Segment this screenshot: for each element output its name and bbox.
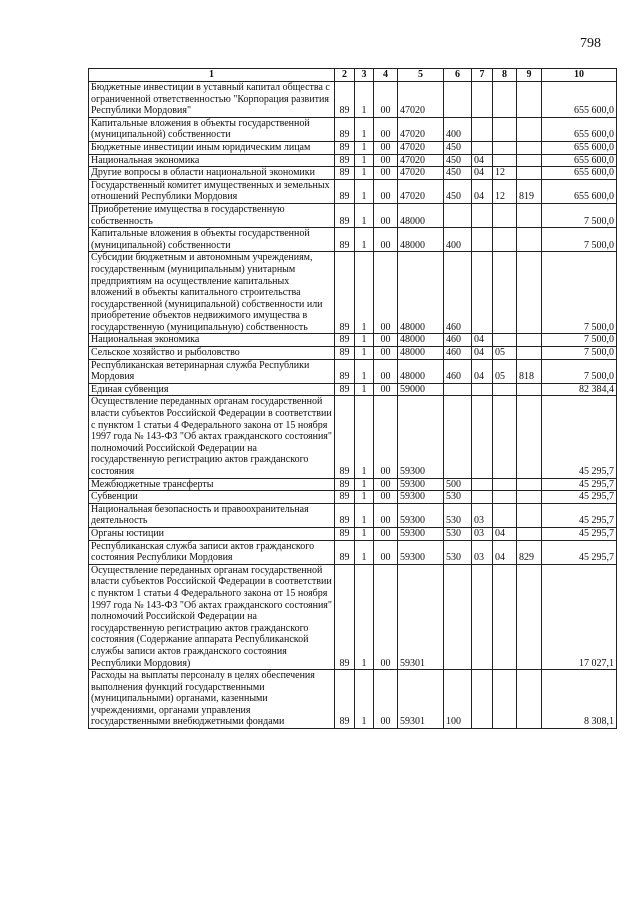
cell-section bbox=[472, 203, 493, 227]
cell-target-article: 59300 bbox=[398, 396, 444, 478]
table-row bbox=[89, 491, 617, 504]
cell-expense-type: 100 bbox=[444, 670, 472, 729]
cell-section: 04 bbox=[472, 334, 493, 347]
cell-code-col-4: 00 bbox=[374, 179, 398, 203]
cell-amount: 45 295,7 bbox=[542, 503, 617, 527]
column-header-7: 7 bbox=[472, 69, 493, 82]
cell-code-col-4: 00 bbox=[374, 503, 398, 527]
cell-code-col-2: 89 bbox=[335, 228, 355, 252]
cell-code-col-2: 89 bbox=[335, 670, 355, 729]
cell-code-col-2: 89 bbox=[335, 503, 355, 527]
cell-subsection: 05 bbox=[493, 359, 517, 383]
cell-expense-type: 450 bbox=[444, 141, 472, 154]
cell-code-col-2: 89 bbox=[335, 478, 355, 491]
cell-subsection: 04 bbox=[493, 540, 517, 564]
cell-subsection: 12 bbox=[493, 167, 517, 180]
cell-section bbox=[472, 670, 493, 729]
cell-row-name: Субвенции bbox=[89, 491, 335, 504]
cell-row-name: Другие вопросы в области национальной экономики bbox=[89, 167, 335, 180]
cell-ministry bbox=[517, 396, 542, 478]
cell-row-name: Капитальные вложения в объекты государственной (муниципальной) собственности bbox=[89, 117, 335, 141]
cell-amount: 7 500,0 bbox=[542, 252, 617, 334]
cell-ministry bbox=[517, 527, 542, 540]
cell-ministry bbox=[517, 228, 542, 252]
cell-code-col-2: 89 bbox=[335, 203, 355, 227]
table-header-row bbox=[89, 69, 617, 82]
cell-expense-type: 450 bbox=[444, 167, 472, 180]
cell-code-col-4: 00 bbox=[374, 478, 398, 491]
table-row bbox=[89, 117, 617, 141]
cell-subsection bbox=[493, 478, 517, 491]
column-header-8: 8 bbox=[493, 69, 517, 82]
cell-row-name: Бюджетные инвестиции в уставный капитал общества с ограниченной ответственностью "Корпорация развития Республики Мордовия" bbox=[89, 82, 335, 118]
table-row bbox=[89, 527, 617, 540]
cell-ministry: 819 bbox=[517, 179, 542, 203]
cell-subsection bbox=[493, 491, 517, 504]
table-row bbox=[89, 334, 617, 347]
cell-row-name: Государственный комитет имущественных и земельных отношений Республики Мордовия bbox=[89, 179, 335, 203]
cell-code-col-3: 1 bbox=[355, 491, 374, 504]
column-header-2: 2 bbox=[335, 69, 355, 82]
cell-code-col-2: 89 bbox=[335, 154, 355, 167]
cell-expense-type: 450 bbox=[444, 179, 472, 203]
cell-expense-type: 500 bbox=[444, 478, 472, 491]
cell-amount: 655 600,0 bbox=[542, 141, 617, 154]
column-header-6: 6 bbox=[444, 69, 472, 82]
cell-ministry bbox=[517, 503, 542, 527]
cell-target-article: 47020 bbox=[398, 117, 444, 141]
cell-expense-type: 530 bbox=[444, 540, 472, 564]
cell-code-col-4: 00 bbox=[374, 564, 398, 669]
cell-section bbox=[472, 383, 493, 396]
cell-expense-type: 530 bbox=[444, 527, 472, 540]
cell-target-article: 48000 bbox=[398, 334, 444, 347]
cell-target-article: 59300 bbox=[398, 540, 444, 564]
cell-row-name: Республиканская ветеринарная служба Республики Мордовия bbox=[89, 359, 335, 383]
cell-code-col-3: 1 bbox=[355, 503, 374, 527]
cell-amount: 655 600,0 bbox=[542, 154, 617, 167]
cell-code-col-3: 1 bbox=[355, 252, 374, 334]
cell-target-article: 47020 bbox=[398, 82, 444, 118]
cell-section: 04 bbox=[472, 359, 493, 383]
cell-code-col-2: 89 bbox=[335, 396, 355, 478]
cell-ministry bbox=[517, 203, 542, 227]
cell-row-name: Межбюджетные трансферты bbox=[89, 478, 335, 491]
cell-subsection bbox=[493, 228, 517, 252]
cell-amount: 7 500,0 bbox=[542, 347, 617, 360]
cell-subsection bbox=[493, 383, 517, 396]
cell-code-col-3: 1 bbox=[355, 167, 374, 180]
cell-section bbox=[472, 491, 493, 504]
cell-expense-type: 400 bbox=[444, 117, 472, 141]
cell-section bbox=[472, 564, 493, 669]
cell-amount: 655 600,0 bbox=[542, 179, 617, 203]
table-row bbox=[89, 670, 617, 729]
cell-section bbox=[472, 141, 493, 154]
cell-subsection bbox=[493, 670, 517, 729]
cell-amount: 7 500,0 bbox=[542, 334, 617, 347]
cell-code-col-3: 1 bbox=[355, 383, 374, 396]
cell-ministry bbox=[517, 117, 542, 141]
cell-code-col-3: 1 bbox=[355, 141, 374, 154]
cell-row-name: Республиканская служба записи актов гражданского состояния Республики Мордовия bbox=[89, 540, 335, 564]
cell-ministry bbox=[517, 334, 542, 347]
cell-subsection: 05 bbox=[493, 347, 517, 360]
cell-target-article: 47020 bbox=[398, 179, 444, 203]
cell-expense-type: 530 bbox=[444, 503, 472, 527]
cell-code-col-3: 1 bbox=[355, 228, 374, 252]
cell-code-col-4: 00 bbox=[374, 396, 398, 478]
cell-ministry bbox=[517, 564, 542, 669]
cell-code-col-2: 89 bbox=[335, 359, 355, 383]
cell-target-article: 48000 bbox=[398, 347, 444, 360]
cell-amount: 7 500,0 bbox=[542, 228, 617, 252]
cell-section bbox=[472, 228, 493, 252]
table-row bbox=[89, 203, 617, 227]
table-row bbox=[89, 228, 617, 252]
cell-row-name: Субсидии бюджетным и автономным учреждениям, государственным (муниципальным) унитарным предприятиям на осуществление капитальных вложений в объекты капитального строительства государственной (муниципальной) собственности или приобретение объектов недвижимого имущества в государственную (муниципальную) собственность bbox=[89, 252, 335, 334]
cell-row-name: Единая субвенция bbox=[89, 383, 335, 396]
table-row bbox=[89, 167, 617, 180]
cell-amount: 45 295,7 bbox=[542, 491, 617, 504]
cell-code-col-4: 00 bbox=[374, 491, 398, 504]
cell-amount: 7 500,0 bbox=[542, 359, 617, 383]
cell-code-col-4: 00 bbox=[374, 117, 398, 141]
cell-section: 04 bbox=[472, 347, 493, 360]
cell-code-col-2: 89 bbox=[335, 491, 355, 504]
cell-code-col-4: 00 bbox=[374, 252, 398, 334]
cell-target-article: 47020 bbox=[398, 167, 444, 180]
cell-ministry bbox=[517, 141, 542, 154]
cell-code-col-4: 00 bbox=[374, 359, 398, 383]
cell-amount: 45 295,7 bbox=[542, 527, 617, 540]
cell-row-name: Сельское хозяйство и рыболовство bbox=[89, 347, 335, 360]
table-row bbox=[89, 503, 617, 527]
cell-expense-type: 460 bbox=[444, 359, 472, 383]
cell-row-name: Бюджетные инвестиции иным юридическим лицам bbox=[89, 141, 335, 154]
cell-subsection bbox=[493, 252, 517, 334]
cell-code-col-4: 00 bbox=[374, 167, 398, 180]
cell-ministry bbox=[517, 347, 542, 360]
cell-amount: 7 500,0 bbox=[542, 203, 617, 227]
cell-expense-type: 460 bbox=[444, 252, 472, 334]
budget-table bbox=[88, 68, 617, 729]
table-row bbox=[89, 154, 617, 167]
page-number: 798 bbox=[580, 36, 601, 51]
cell-subsection bbox=[493, 203, 517, 227]
cell-code-col-2: 89 bbox=[335, 383, 355, 396]
cell-amount: 655 600,0 bbox=[542, 117, 617, 141]
cell-row-name: Национальная экономика bbox=[89, 154, 335, 167]
cell-code-col-3: 1 bbox=[355, 154, 374, 167]
cell-code-col-2: 89 bbox=[335, 540, 355, 564]
cell-ministry bbox=[517, 491, 542, 504]
cell-code-col-3: 1 bbox=[355, 527, 374, 540]
cell-expense-type: 460 bbox=[444, 347, 472, 360]
cell-amount: 45 295,7 bbox=[542, 396, 617, 478]
cell-section: 03 bbox=[472, 540, 493, 564]
cell-section: 04 bbox=[472, 154, 493, 167]
cell-code-col-4: 00 bbox=[374, 383, 398, 396]
cell-code-col-2: 89 bbox=[335, 179, 355, 203]
cell-code-col-2: 89 bbox=[335, 334, 355, 347]
cell-code-col-4: 00 bbox=[374, 527, 398, 540]
table-row bbox=[89, 82, 617, 118]
cell-code-col-3: 1 bbox=[355, 359, 374, 383]
cell-code-col-2: 89 bbox=[335, 527, 355, 540]
cell-expense-type bbox=[444, 396, 472, 478]
cell-row-name: Национальная экономика bbox=[89, 334, 335, 347]
cell-section: 03 bbox=[472, 503, 493, 527]
cell-subsection bbox=[493, 141, 517, 154]
cell-ministry bbox=[517, 82, 542, 118]
cell-code-col-3: 1 bbox=[355, 670, 374, 729]
cell-code-col-2: 89 bbox=[335, 117, 355, 141]
cell-row-name: Органы юстиции bbox=[89, 527, 335, 540]
table-row bbox=[89, 347, 617, 360]
cell-target-article: 59300 bbox=[398, 491, 444, 504]
cell-ministry bbox=[517, 383, 542, 396]
table-row bbox=[89, 396, 617, 478]
column-header-1: 1 bbox=[89, 69, 335, 82]
cell-section: 04 bbox=[472, 179, 493, 203]
cell-ministry bbox=[517, 670, 542, 729]
cell-expense-type bbox=[444, 564, 472, 669]
cell-code-col-2: 89 bbox=[335, 82, 355, 118]
cell-code-col-4: 00 bbox=[374, 334, 398, 347]
cell-amount: 8 308,1 bbox=[542, 670, 617, 729]
cell-code-col-4: 00 bbox=[374, 141, 398, 154]
cell-ministry bbox=[517, 154, 542, 167]
cell-expense-type bbox=[444, 203, 472, 227]
cell-amount: 45 295,7 bbox=[542, 540, 617, 564]
cell-code-col-3: 1 bbox=[355, 478, 374, 491]
cell-section bbox=[472, 117, 493, 141]
cell-code-col-4: 00 bbox=[374, 228, 398, 252]
table-row bbox=[89, 141, 617, 154]
cell-section: 03 bbox=[472, 527, 493, 540]
cell-code-col-2: 89 bbox=[335, 252, 355, 334]
cell-target-article: 59301 bbox=[398, 564, 444, 669]
cell-code-col-3: 1 bbox=[355, 540, 374, 564]
cell-expense-type: 400 bbox=[444, 228, 472, 252]
table-row bbox=[89, 252, 617, 334]
cell-subsection bbox=[493, 334, 517, 347]
cell-target-article: 47020 bbox=[398, 141, 444, 154]
cell-subsection bbox=[493, 154, 517, 167]
table-row bbox=[89, 478, 617, 491]
cell-expense-type: 460 bbox=[444, 334, 472, 347]
column-header-5: 5 bbox=[398, 69, 444, 82]
cell-target-article: 59301 bbox=[398, 670, 444, 729]
cell-target-article: 59300 bbox=[398, 527, 444, 540]
cell-target-article: 47020 bbox=[398, 154, 444, 167]
column-header-3: 3 bbox=[355, 69, 374, 82]
cell-code-col-3: 1 bbox=[355, 117, 374, 141]
cell-expense-type bbox=[444, 82, 472, 118]
cell-code-col-3: 1 bbox=[355, 347, 374, 360]
cell-row-name: Приобретение имущества в государственную собственность bbox=[89, 203, 335, 227]
cell-section bbox=[472, 252, 493, 334]
cell-code-col-4: 00 bbox=[374, 670, 398, 729]
table-row bbox=[89, 359, 617, 383]
cell-row-name: Национальная безопасность и правоохранительная деятельность bbox=[89, 503, 335, 527]
cell-ministry bbox=[517, 478, 542, 491]
cell-expense-type: 450 bbox=[444, 154, 472, 167]
cell-ministry bbox=[517, 252, 542, 334]
cell-amount: 655 600,0 bbox=[542, 82, 617, 118]
table-row bbox=[89, 540, 617, 564]
cell-subsection: 12 bbox=[493, 179, 517, 203]
cell-target-article: 48000 bbox=[398, 203, 444, 227]
column-header-9: 9 bbox=[517, 69, 542, 82]
cell-code-col-2: 89 bbox=[335, 564, 355, 669]
cell-target-article: 48000 bbox=[398, 359, 444, 383]
cell-code-col-4: 00 bbox=[374, 347, 398, 360]
cell-subsection bbox=[493, 396, 517, 478]
cell-amount: 17 027,1 bbox=[542, 564, 617, 669]
cell-code-col-4: 00 bbox=[374, 154, 398, 167]
table-row bbox=[89, 179, 617, 203]
cell-code-col-2: 89 bbox=[335, 167, 355, 180]
cell-ministry bbox=[517, 167, 542, 180]
cell-code-col-3: 1 bbox=[355, 82, 374, 118]
cell-target-article: 48000 bbox=[398, 228, 444, 252]
cell-row-name: Осуществление переданных органам государственной власти субъектов Российской Федерации в соответствии с пунктом 1 статьи 4 Федерального закона от 15 ноября 1997 года № 143-ФЗ "Об актах гражданского состояния" полномочий Российской Федерации на государственную регистрацию актов гражданского состояния (Содержание аппарата Республиканской службы записи актов гражданского состояния Республики Мордовия) bbox=[89, 564, 335, 669]
cell-ministry: 818 bbox=[517, 359, 542, 383]
cell-subsection bbox=[493, 564, 517, 669]
cell-row-name: Расходы на выплаты персоналу в целях обеспечения выполнения функций государственными (муниципальными) органами, казенными учреждениями, органами управления государственными внебюджетными фондами bbox=[89, 670, 335, 729]
table-row bbox=[89, 383, 617, 396]
cell-code-col-2: 89 bbox=[335, 347, 355, 360]
cell-section bbox=[472, 82, 493, 118]
cell-section bbox=[472, 478, 493, 491]
cell-expense-type bbox=[444, 383, 472, 396]
cell-row-name: Капитальные вложения в объекты государственной (муниципальной) собственности bbox=[89, 228, 335, 252]
cell-ministry: 829 bbox=[517, 540, 542, 564]
cell-section: 04 bbox=[472, 167, 493, 180]
cell-section bbox=[472, 396, 493, 478]
cell-subsection bbox=[493, 82, 517, 118]
cell-expense-type: 530 bbox=[444, 491, 472, 504]
column-header-10: 10 bbox=[542, 69, 617, 82]
cell-code-col-3: 1 bbox=[355, 179, 374, 203]
cell-subsection bbox=[493, 503, 517, 527]
cell-amount: 82 384,4 bbox=[542, 383, 617, 396]
cell-code-col-2: 89 bbox=[335, 141, 355, 154]
cell-code-col-3: 1 bbox=[355, 564, 374, 669]
cell-target-article: 59000 bbox=[398, 383, 444, 396]
cell-code-col-3: 1 bbox=[355, 396, 374, 478]
cell-code-col-3: 1 bbox=[355, 203, 374, 227]
table-body bbox=[89, 82, 617, 729]
table-row bbox=[89, 564, 617, 669]
cell-code-col-3: 1 bbox=[355, 334, 374, 347]
cell-subsection: 04 bbox=[493, 527, 517, 540]
cell-target-article: 59300 bbox=[398, 478, 444, 491]
cell-code-col-4: 00 bbox=[374, 82, 398, 118]
cell-subsection bbox=[493, 117, 517, 141]
cell-target-article: 48000 bbox=[398, 252, 444, 334]
cell-code-col-4: 00 bbox=[374, 203, 398, 227]
cell-row-name: Осуществление переданных органам государственной власти субъектов Российской Федерации в соответствии с пунктом 1 статьи 4 Федерального закона от 15 ноября 1997 года № 143-ФЗ "Об актах гражданского состояния" полномочий Российской Федерации на государственную регистрацию актов гражданского состояния bbox=[89, 396, 335, 478]
cell-amount: 45 295,7 bbox=[542, 478, 617, 491]
column-header-4: 4 bbox=[374, 69, 398, 82]
cell-target-article: 59300 bbox=[398, 503, 444, 527]
cell-code-col-4: 00 bbox=[374, 540, 398, 564]
cell-amount: 655 600,0 bbox=[542, 167, 617, 180]
